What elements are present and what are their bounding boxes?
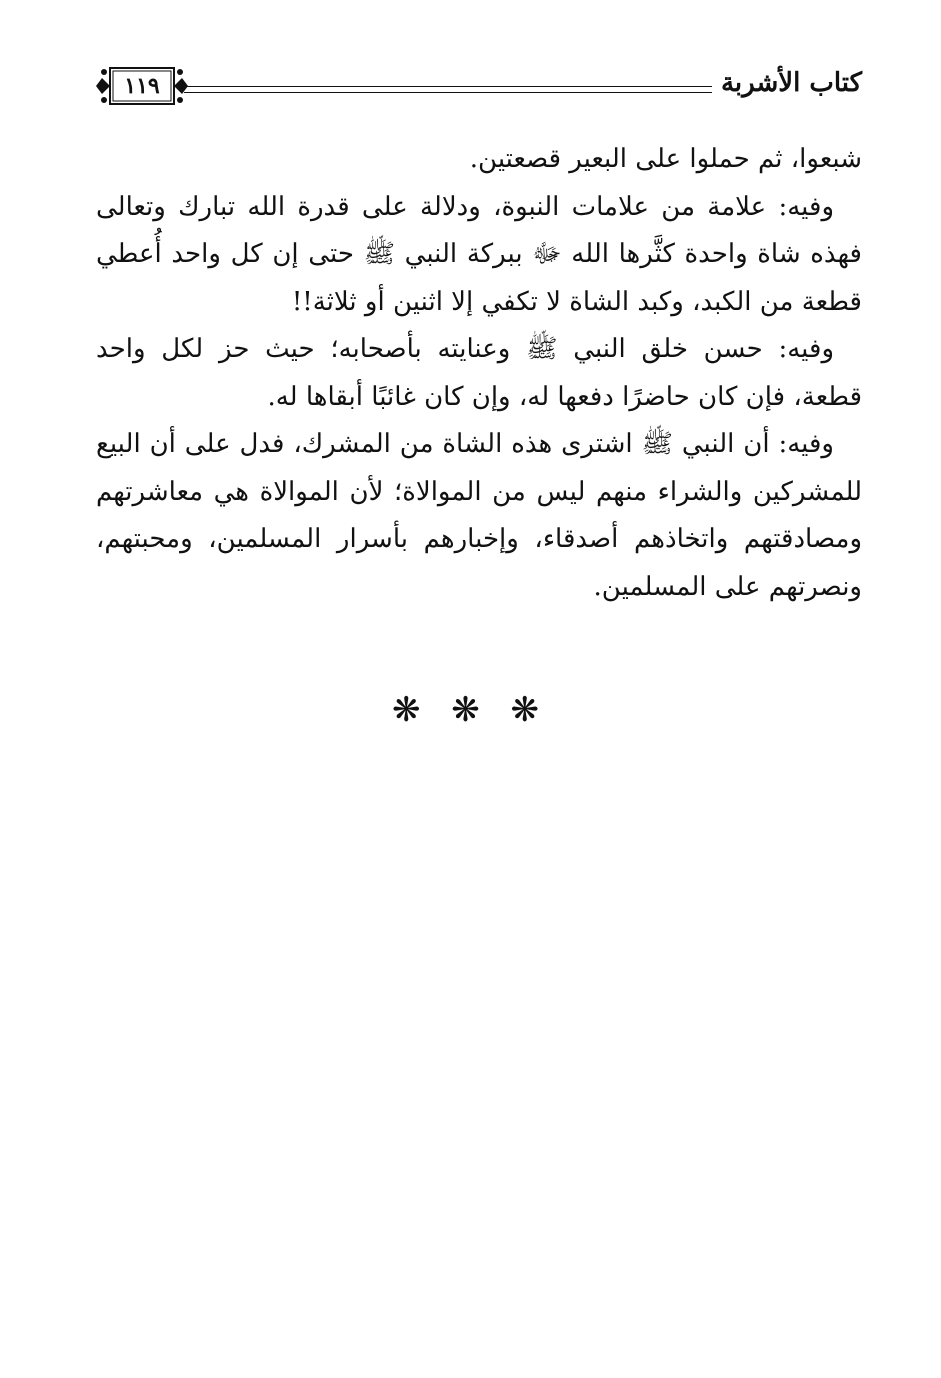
- section-separator: ❋ ❋ ❋: [391, 690, 550, 730]
- paragraph-prophecy-sign: وفيه: علامة من علامات النبوة، ودلالة على قدرة الله تبارك وتعالى فهذه شاة واحدة كثَّرها الله ﷻ ببركة النبي ﷺ حتى إن كل واحد أُعطي قطعة من الكبد، وكبد الشاة لا تكفي إلا اثنين أو ثلاثة!!: [96, 191, 862, 317]
- page-number: ١١٩: [124, 73, 160, 99]
- page-number-badge: [92, 62, 192, 110]
- body-text: [96, 136, 862, 611]
- paragraph-good-character: وفيه: حسن خلق النبي ﷺ وعنايته بأصحابه؛ حيث حز لكل واحد قطعة، فإن كان حاضرًا دفعها له، وإن كان غائبًا أبقاها له.: [96, 334, 862, 412]
- header-rule: [184, 86, 712, 93]
- page-header: [92, 62, 862, 112]
- paragraph-trade-with-polytheists: وفيه: أن النبي ﷺ اشترى هذه الشاة من المشرك، فدل على أن البيع للمشركين والشراء منهم ليس من الموالاة؛ لأن الموالاة هي معاشرتهم ومصادقتهم واتخاذهم أصدقاء، وإخبارهم بأسرار المسلمين، ومحبتهم، ونصرتهم على المسلمين.: [96, 429, 862, 602]
- paragraph-continuation: شبعوا، ثم حملوا على البعير قصعتين.: [469, 144, 862, 174]
- book-title: كتاب الأشربة: [720, 68, 862, 98]
